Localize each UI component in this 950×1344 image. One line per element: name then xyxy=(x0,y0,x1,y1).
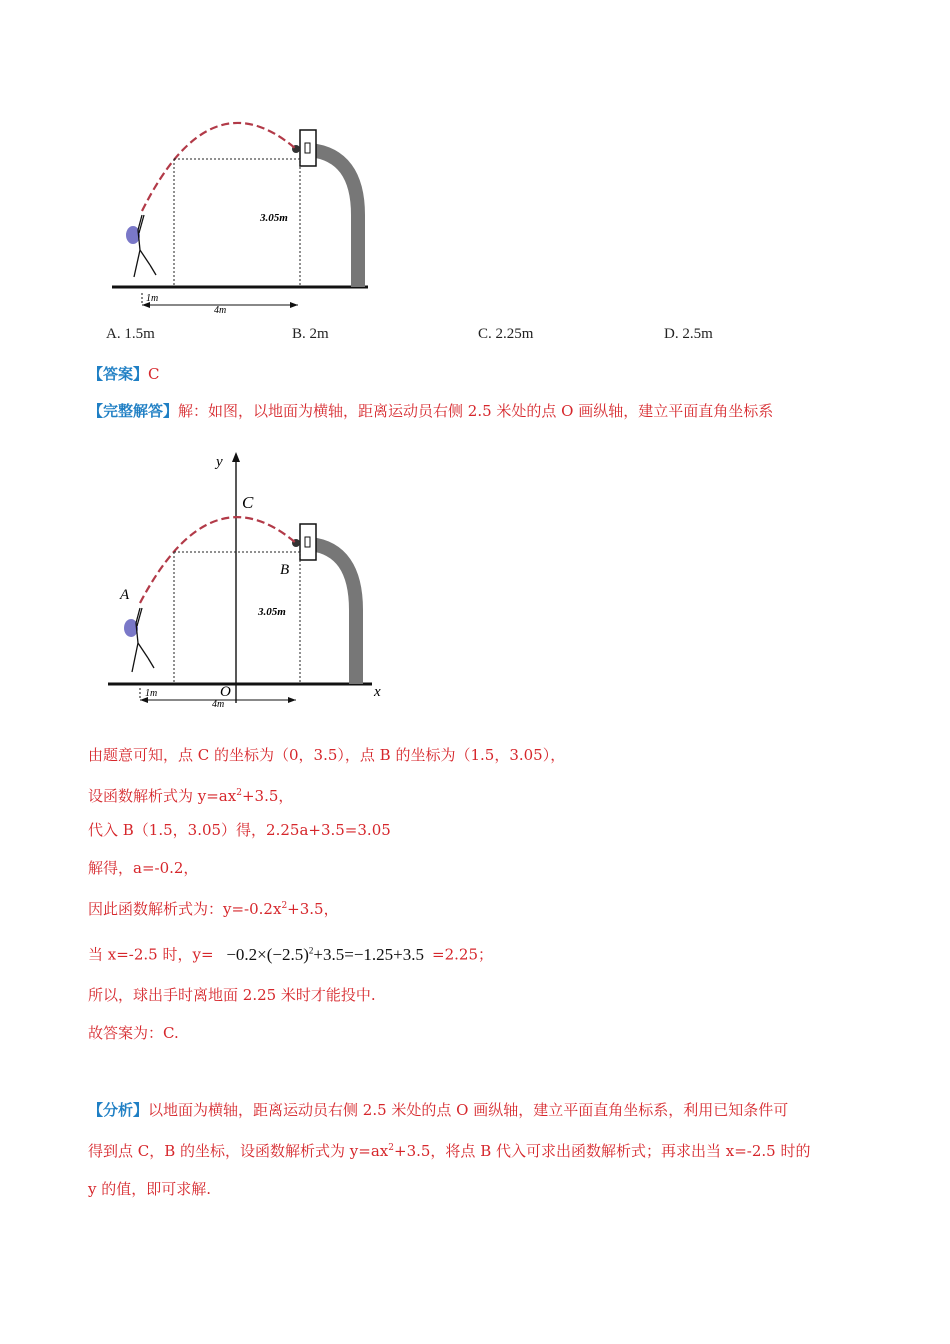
option-d[interactable]: D. 2.5m xyxy=(664,326,713,342)
ball-trajectory xyxy=(140,517,296,603)
origin-label: O xyxy=(220,684,231,700)
dist1-label: 1m xyxy=(145,688,158,699)
dist1-label: 1m xyxy=(146,293,159,304)
y-axis-label: y xyxy=(216,454,223,470)
step-6: 当 x=-2.5 时，$y= -0.2\times(-2.5)^2+3.5=-1.25+3.5 =2.25$； xyxy=(88,944,493,964)
hoop-pole xyxy=(310,150,358,287)
step-3: 代入 B（1.5，3.05）得，2.25a+3.5=3.05 xyxy=(88,821,391,839)
point-b-label: B xyxy=(280,562,290,578)
dist2-label: 4m xyxy=(212,699,225,710)
analysis-line-2: 得到点 C，B 的坐标，设函数解析式为 $y=ax^2+3.5$，将点 B 代入可求出函数解析式；再求出当 x=-2.5 时的 xyxy=(88,1142,811,1160)
step-5: 因此函数解析式为：$y=-0.2x^2+3.5$， xyxy=(88,900,339,918)
option-c[interactable]: C. 2.25m xyxy=(478,326,534,342)
dist2-label: 4m xyxy=(214,305,227,315)
step-7: 所以，球出手时离地面 2.25 米时才能投中. xyxy=(88,986,376,1004)
ball-trajectory xyxy=(142,123,296,211)
step-2: 设函数解析式为 $y=ax^2+3.5$， xyxy=(88,787,294,805)
player-figure xyxy=(126,215,156,277)
answer-tag: 【答案】 xyxy=(88,365,149,383)
point-a-label: A xyxy=(120,587,130,603)
option-a[interactable]: A. 1.5m xyxy=(106,326,155,342)
step-4: 解得，a=-0.2， xyxy=(88,859,199,877)
analysis-line-3: y 的值，即可求解. xyxy=(88,1180,212,1198)
solution-intro-text: 解：如图，以地面为横轴，距离运动员右侧 2.5 米处的点 O 画纵轴，建立平面直角坐标系 xyxy=(178,402,774,420)
backboard xyxy=(300,524,316,560)
solution-tag: 【完整解答】 xyxy=(88,402,179,420)
height-label: 3.05m xyxy=(260,212,288,224)
backboard xyxy=(300,130,316,166)
option-b[interactable]: B. 2m xyxy=(292,326,329,342)
step-1: 由题意可知，点 C 的坐标为（0，3.5），点 B 的坐标为（1.5，3.05）， xyxy=(88,746,566,764)
height-label: 3.05m xyxy=(258,606,286,618)
step-6-formula: $-0.2\times(-2.5)^2+3.5=-1.25+3.5$ xyxy=(226,944,425,964)
hoop-pole xyxy=(310,544,356,684)
analysis-line-1: 【分析】以地面为横轴，距离运动员右侧 2.5 米处的点 O 画纵轴，建立平面直角坐标系，利用已知条件可 xyxy=(88,1101,789,1119)
coordinate-figure-2 xyxy=(100,448,400,710)
analysis-tag: 【分析】 xyxy=(88,1101,149,1119)
step-8: 故答案为：C. xyxy=(88,1024,179,1042)
analysis-block xyxy=(88,1091,868,1208)
point-c-label: C xyxy=(242,493,254,512)
answer-value: C xyxy=(148,365,160,383)
answer-line xyxy=(88,364,160,384)
solution-intro xyxy=(88,401,773,421)
player-figure xyxy=(124,608,154,672)
x-axis-label: x xyxy=(374,684,381,700)
basketball-figure-1 xyxy=(100,115,390,315)
